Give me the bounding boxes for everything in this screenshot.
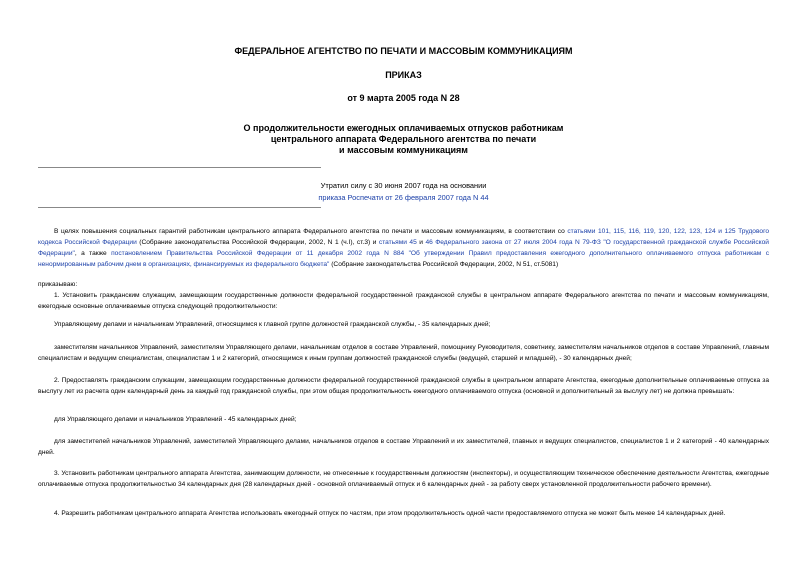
repeal-note [0,180,807,204]
labor-code-link[interactable]: статьями 101, 115, 116, 119, 120, 122, 123, 124 и 125 Трудового кодекса Российской Федерации [38,228,770,246]
doc-date-number: от 9 марта 2005 года N 28 [347,93,460,103]
subject-line: О продолжительности ежегодных оплачиваемых отпусков работникам [243,123,564,133]
paragraph-4: 4. Разрешить работникам центрального аппарата Агентства использовать ежегодный отпуск по частям, при этом продолжительность одной части предоставляемого отпуска не может быть менее 14 календарных дней. [54,510,726,517]
paragraph-1a: Управляющему делами и начальникам Управлений, относящимся к главной группе должностей гражданской службы, - 35 календарных дней; [54,321,491,328]
paragraph-3: 3. Установить работникам центрального аппарата Агентства, занимающим должности, не отнесенные к государственным должностям (инспекторы), и осуществляющим техническое обеспечение деятельности Агентства, ежегодные оплачиваемые отпуска продолжительностью 34 календарных дня (28 календарных дней - основной оплачиваемый отпуск и 6 календарных дней - за работу сверх установленной продолжительности рабочего времени). [38,470,769,488]
repeal-note-text: Утратил силу с 30 июня 2007 года на основании [320,181,487,190]
preamble-paragraph [38,226,769,270]
repeal-order-link[interactable]: приказа Роспечати от 26 февраля 2007 года N 44 [318,193,489,202]
subject-line: центрального аппарата Федерального агентства по печати [270,134,537,144]
order-word: приказываю: [38,281,78,288]
divider [38,167,321,168]
doc-subject [0,123,807,156]
article-45-link[interactable]: статьями 45 [378,239,417,246]
paragraph-1: 1. Установить гражданским служащим, замещающим государственные должности федеральной государственной гражданской службы в центральном аппарате Федерального агентства по печати и массовым коммуникациям, ежегодные основные оплачиваемые отпуска следующей продолжительности: [38,292,769,310]
federal-law-link[interactable]: 46 Федерального закона от 27 июля 2004 года N 79-ФЗ "О государственной гражданской службе Российской Федерации" [38,239,769,257]
preamble-text: , а также [74,250,112,257]
divider [38,207,321,208]
paragraph-2: 2. Предоставлять гражданским служащим, замещающим государственные должности федеральной государственной гражданской службы в центральном аппарате Агентства, ежегодные дополнительные оплачиваемые отпуска за выслугу лет из расчета один календарный день за каждый год гражданской службы, при этом общая продолжительность ежегодного оплачиваемого отпуска (основной и дополнительный за выслугу лет) не должна превышать: [38,377,769,395]
preamble-text: (Собрание законодательства Российской Федерации, 2002, N 51, ст.5081) [329,261,559,268]
preamble-text: (Собрание законодательства Российской Федерации, 2002, N 1 (ч.I), ст.3) и [136,239,379,246]
agency-title: ФЕДЕРАЛЬНОЕ АГЕНТСТВО ПО ПЕЧАТИ И МАССОВЫМ КОММУНИКАЦИЯМ [234,46,573,56]
subject-line: и массовым коммуникациям [339,145,468,155]
preamble-text: и [416,239,426,246]
government-decree-link[interactable]: постановлением Правительства Российской Федерации от 11 декабря 2002 года N 884 "Об утверждении Правил предоставления ежегодного дополнительного оплачиваемого отпуска работникам с ненормированным рабочим днем в организациях, финансируемых из федерального бюджета" [38,250,769,268]
doc-type: ПРИКАЗ [385,70,422,80]
paragraph-1b: заместителям начальников Управлений, заместителям Управляющего делами, начальникам отделов в составе Управлений, помощнику Руководителя, советнику, заместителям начальников отделов в составе Управлений, главным специалистам и ведущим специалистам, специалистам 1 и 2 категорий, относящимся к иным группам должностей гражданской службы (ведущей, старшей и младшей), - 30 календарных дней; [38,344,769,362]
paragraph-2b: для заместителей начальников Управлений, заместителей Управляющего делами, начальников отделов в составе Управлений и их заместителей, главных и ведущих специалистов, специалистов 1 и 2 категорий - 40 календарных дней. [38,438,769,456]
preamble-text: В целях повышения социальных гарантий работникам центрального аппарата Федерального агентства по печати и массовым коммуникациям, в соответствии со [54,228,568,235]
paragraph-2a: для Управляющего делами и начальников Управлений - 45 календарных дней; [54,416,297,423]
